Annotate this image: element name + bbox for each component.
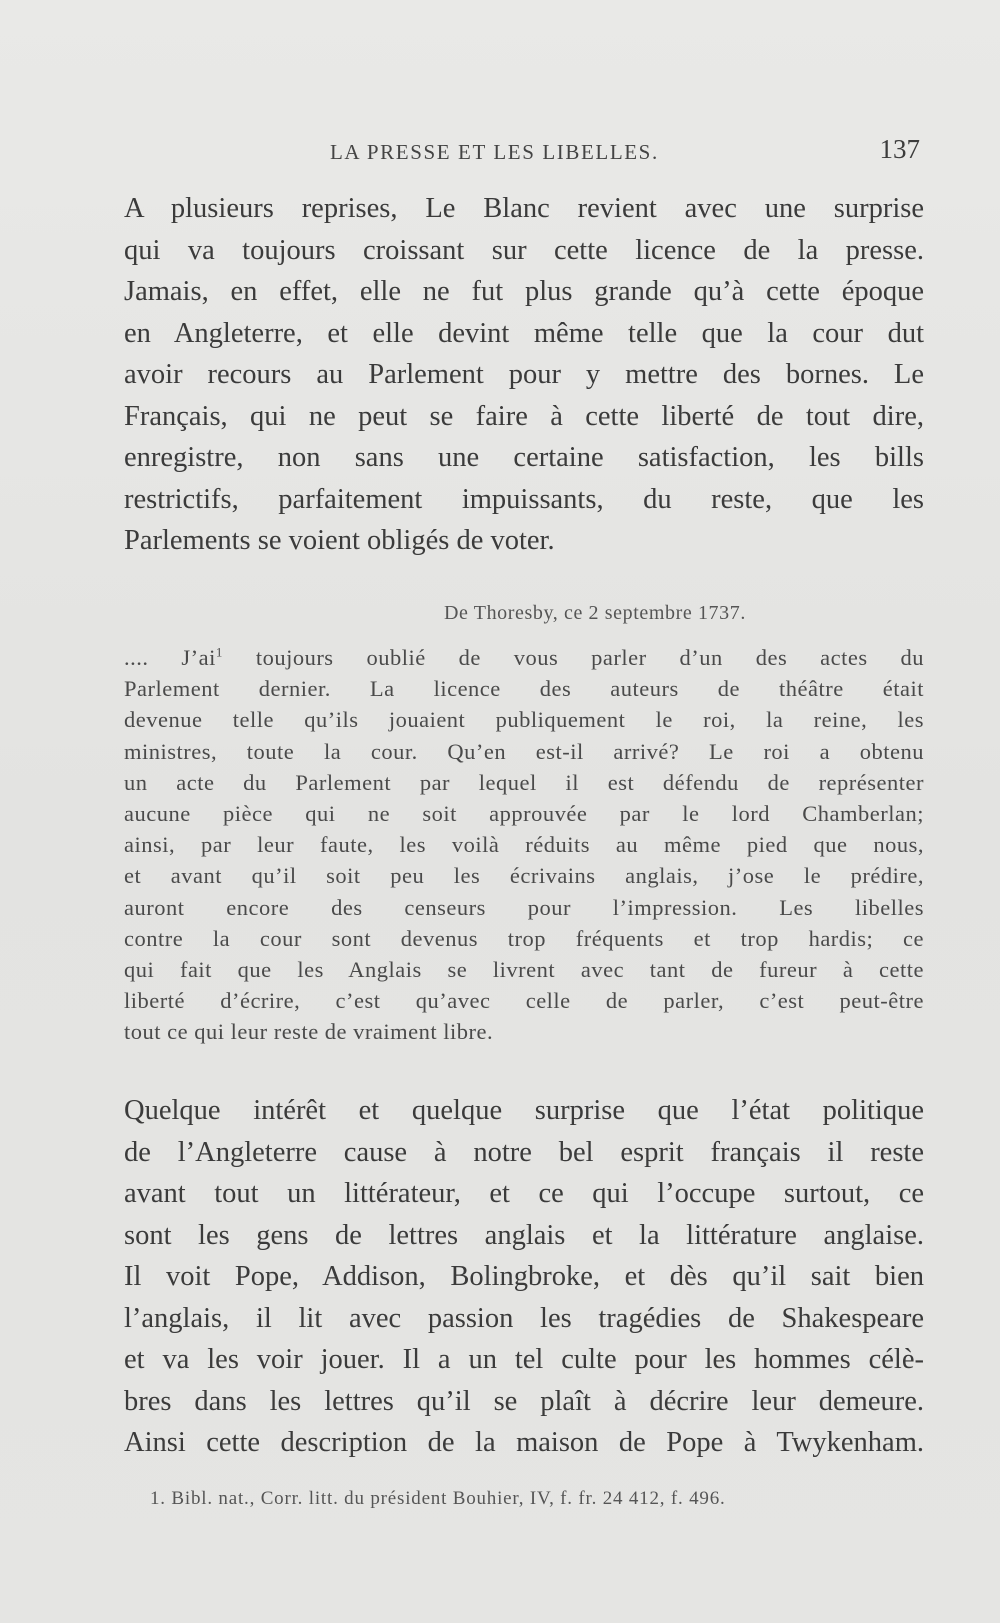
running-title: LA PRESSE ET LES LIBELLES. [330,140,659,164]
paragraph-line: et va les voir jouer. Il a un tel culte pour les hommes célè- [124,1344,924,1375]
quote-line: ministres, toute la cour. Qu’en est-il arrivé? Le roi a obtenu [124,738,924,764]
paragraph-line: Il voit Pope, Addison, Bolingbroke, et dès qu’il sait bien [124,1261,924,1292]
paragraph-line: enregistre, non sans une certaine satisfaction, les bills [124,442,924,473]
quote-line: tout ce qui leur reste de vraiment libre. [124,1019,494,1045]
paragraph-1 [124,188,924,562]
page-number: 137 [879,134,920,164]
paragraph-line: Jamais, en effet, elle ne fut plus grande qu’à cette époque [124,276,924,307]
quote-line: et avant qu’il soit peu les écrivains anglais, j’ose le prédire, [124,863,924,889]
quote-line: contre la cour sont devenus trop fréquents et trop hardis; ce [124,925,924,951]
quote-lead: .... J’ai [124,645,216,670]
paragraph-line: avant tout un littérateur, et ce qui l’occupe surtout, ce [124,1178,924,1209]
quote-line: aucune pièce qui ne soit approuvée par le lord Chamberlan; [124,801,924,827]
paragraph-line: Français, qui ne peut se faire à cette liberté de tout dire, [124,400,924,432]
paragraph-line: en Angleterre, et elle devint même telle que la cour dut [124,317,924,349]
footnote-marker: 1 [215,644,223,660]
paragraph-line: Ainsi cette description de la maison de Pope à Twykenham. [124,1427,924,1458]
paragraph-2 [124,1090,924,1464]
paragraph-line: sont les gens de lettres anglais et la littérature anglaise. [124,1219,924,1251]
paragraph-line: l’anglais, il lit avec passion les tragédies de Shakespeare [124,1302,924,1334]
paragraph-line: avoir recours au Parlement pour y mettre des bornes. Le [124,359,924,390]
quote-first-line [124,642,924,673]
running-head [124,134,924,172]
quote-first-line-text: toujours oublié de vous parler d’un des actes du [222,645,924,670]
paragraph-line: Quelque intérêt et quelque surprise que l’état politique [124,1095,924,1126]
quote-line: un acte du Parlement par lequel il est défendu de représenter [124,769,924,795]
paragraph-line: Parlements se voient obligés de voter. [124,525,555,556]
paragraph-line: de l’Angleterre cause à notre bel esprit français il reste [124,1136,924,1168]
paragraph-line: bres dans les lettres qu’il se plaît à décrire leur demeure. [124,1385,924,1417]
quote-line: auront encore des censeurs pour l’impression. Les libelles [124,894,924,920]
quote-line: devenue telle qu’ils jouaient publiquement le roi, la reine, les [124,707,924,733]
quote-line: Parlement dernier. La licence des auteurs de théâtre était [124,676,924,702]
quote-line: ainsi, par leur faute, les voilà réduits au même pied que nous, [124,832,924,858]
letter-dateline: De Thoresby, ce 2 septembre 1737. [444,602,746,624]
paragraph-line: A plusieurs reprises, Le Blanc revient avec une surprise [124,193,924,224]
quote-line: liberté d’écrire, c’est qu’avec celle de parler, c’est peut-être [124,988,924,1014]
letter-quote [124,642,924,1048]
quote-line: qui fait que les Anglais se livrent avec tant de fureur à cette [124,957,924,983]
footnote: 1. Bibl. nat., Corr. litt. du président Bouhier, IV, f. fr. 24 412, f. 496. [150,1488,726,1509]
paragraph-line: qui va toujours croissant sur cette licence de la presse. [124,234,924,266]
paragraph-line: restrictifs, parfaitement impuissants, du reste, que les [124,483,924,515]
